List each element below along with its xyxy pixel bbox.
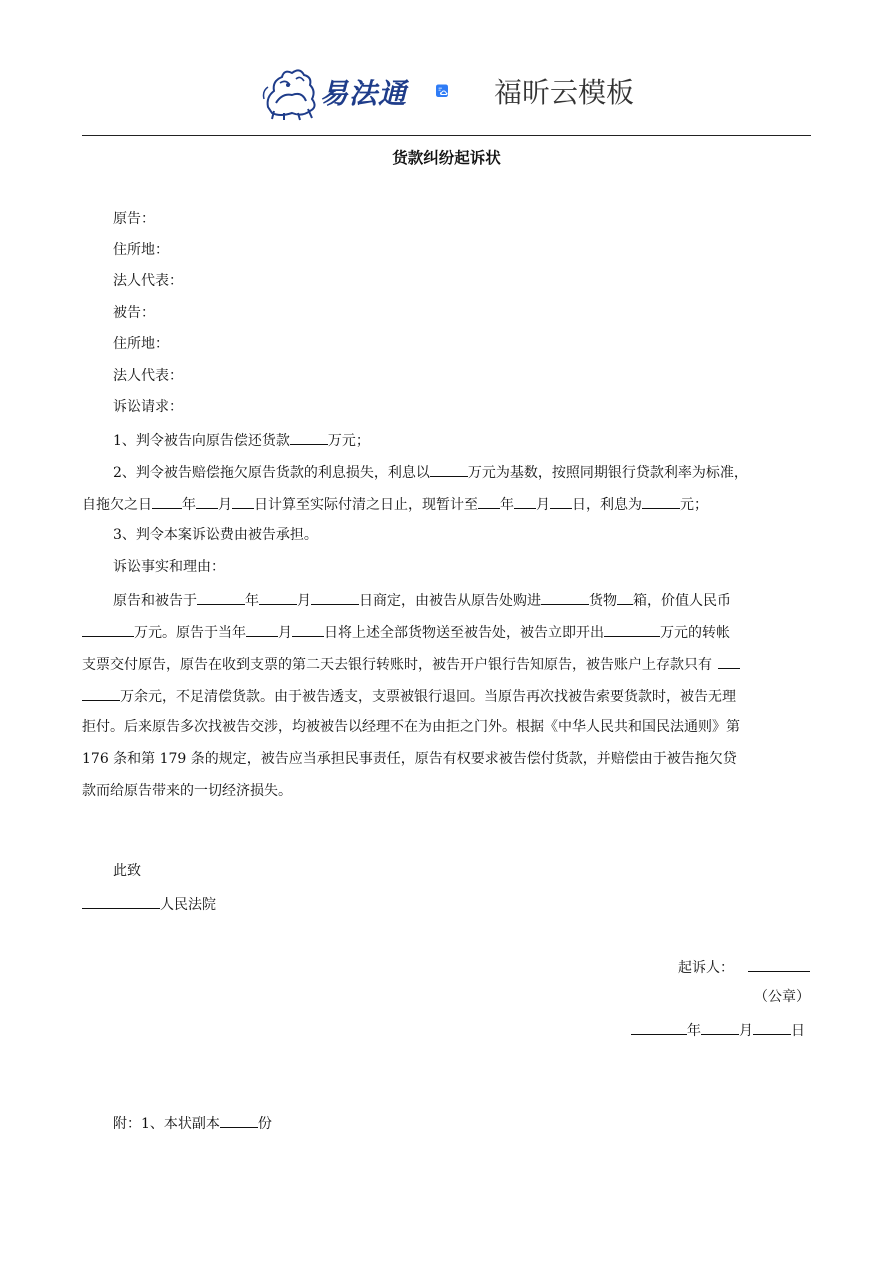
court-label: 人民法院 — [160, 897, 216, 913]
plaintiff-address-label: 住所地： — [113, 242, 169, 258]
claim-2-text: 日计算至实际付清之日止，现暂计至 — [254, 497, 478, 513]
claim-1-unit: 万元； — [327, 433, 370, 449]
attachment-unit: 份 — [257, 1116, 272, 1132]
blank-field[interactable] — [82, 894, 160, 909]
facts-text: 货物 — [589, 593, 617, 609]
defendant-label: 被告： — [113, 305, 155, 321]
plaintiff-label: 原告： — [113, 211, 155, 227]
day-label: 日 — [791, 1023, 805, 1039]
blank-field[interactable] — [617, 590, 633, 605]
claim-2-line-2 — [82, 494, 708, 514]
claim-1-text: 1、判令被告向原告偿还货款 — [113, 433, 290, 449]
closing-salutation: 此致 — [113, 863, 141, 879]
document-title: 货款纠纷起诉状 — [392, 149, 501, 167]
year-label: 年 — [687, 1023, 701, 1039]
facts-text: 万余元，不足清偿货款。由于被告透支，支票被银行退回。当原告再次找被告索要货款时，被告无理 — [120, 689, 736, 705]
blank-field[interactable] — [152, 494, 182, 509]
blank-field[interactable] — [196, 494, 218, 509]
blank-field[interactable] — [82, 686, 120, 701]
blank-field[interactable] — [82, 622, 134, 637]
plaintiff-signature — [678, 957, 810, 977]
facts-line-6: 176 条和第 179 条的规定，被告应当承担民事责任，原告有权要求被告偿付货款，并赔偿由于被告拖欠贷 — [82, 751, 737, 767]
defendant-address-label: 住所地： — [113, 336, 169, 352]
claim-3: 3、判令本案诉讼费由被告承担。 — [113, 527, 318, 543]
blank-field[interactable] — [642, 494, 680, 509]
brand-fuxin-template: 福昕云模板 — [494, 76, 635, 109]
blank-field[interactable] — [753, 1020, 791, 1035]
attachment-line — [113, 1113, 272, 1133]
blank-field[interactable] — [232, 494, 254, 509]
month-label: 月 — [739, 1023, 753, 1039]
year-label: 年 — [182, 497, 196, 513]
brand-yifatong: 易法通 — [320, 77, 408, 110]
blank-field[interactable] — [292, 622, 324, 637]
blank-field[interactable] — [718, 654, 740, 669]
blank-field[interactable] — [701, 1020, 739, 1035]
month-label: 月 — [278, 625, 292, 641]
plaintiff-representative-label: 法人代表： — [113, 273, 183, 289]
facts-text: 支票交付原告，原告在收到支票的第二天去银行转账时，被告开户银行告知原告，被告账户上存款只有 — [82, 657, 712, 673]
facts-line-1 — [113, 590, 731, 610]
blank-field[interactable] — [246, 622, 278, 637]
blank-field[interactable] — [541, 590, 589, 605]
claim-2-text: 自拖欠之日 — [82, 497, 152, 513]
facts-line-2 — [82, 622, 730, 642]
facts-line-4 — [82, 686, 736, 706]
facts-text: 日将上述全部货物送至被告处，被告立即开出 — [324, 625, 604, 641]
blank-field[interactable] — [290, 430, 328, 445]
month-label: 月 — [536, 497, 550, 513]
facts-line-7: 款而给原告带来的一切经济损失。 — [82, 783, 292, 799]
claims-heading: 诉讼请求： — [113, 399, 183, 415]
facts-text: 日商定，由被告从原告处购进 — [359, 593, 541, 609]
blank-field[interactable] — [430, 462, 468, 477]
blank-field[interactable] — [220, 1113, 258, 1128]
court-line — [82, 894, 216, 914]
blank-field[interactable] — [604, 622, 660, 637]
claim-2-text: 日，利息为 — [572, 497, 642, 513]
facts-line-5: 拒付。后来原告多次找被告交涉，均被被告以经理不在为由拒之门外。根据《中华人民共和国民法通则》第 — [82, 719, 740, 735]
month-label: 月 — [218, 497, 232, 513]
fuxin-cloud-logo-icon — [436, 65, 486, 117]
plaintiff-signature-label: 起诉人： — [678, 960, 734, 976]
facts-text: 原告和被告于 — [113, 593, 197, 609]
blank-field[interactable] — [748, 957, 810, 972]
facts-text: 万元的转帐 — [660, 625, 730, 641]
facts-heading: 诉讼事实和理由： — [113, 559, 225, 575]
blank-field[interactable] — [631, 1020, 687, 1035]
seal-label: （公章） — [754, 989, 810, 1005]
header-divider — [82, 135, 811, 136]
month-label: 月 — [297, 593, 311, 609]
blank-field[interactable] — [514, 494, 536, 509]
claim-1 — [113, 430, 370, 450]
year-label: 年 — [245, 593, 259, 609]
blank-field[interactable] — [311, 590, 359, 605]
attachment-label: 附：1、本状副本 — [113, 1116, 220, 1132]
facts-line-3 — [82, 654, 740, 674]
claim-2-line-1 — [113, 462, 748, 482]
facts-text: 万元。原告于当年 — [134, 625, 246, 641]
blank-field[interactable] — [259, 590, 297, 605]
claim-2-text-cont: 万元为基数，按照同期银行贷款利率为标准， — [467, 465, 748, 481]
defendant-representative-label: 法人代表： — [113, 368, 183, 384]
blank-field[interactable] — [478, 494, 500, 509]
header-logos — [0, 55, 893, 125]
blank-field[interactable] — [550, 494, 572, 509]
blank-field[interactable] — [197, 590, 245, 605]
claim-2-text: 元； — [680, 497, 708, 513]
facts-text: 箱，价值人民币 — [633, 593, 731, 609]
signature-date — [631, 1020, 805, 1040]
year-label: 年 — [500, 497, 514, 513]
claim-2-text: 2、判令被告赔偿拖欠原告货款的利息损失，利息以 — [113, 465, 430, 481]
